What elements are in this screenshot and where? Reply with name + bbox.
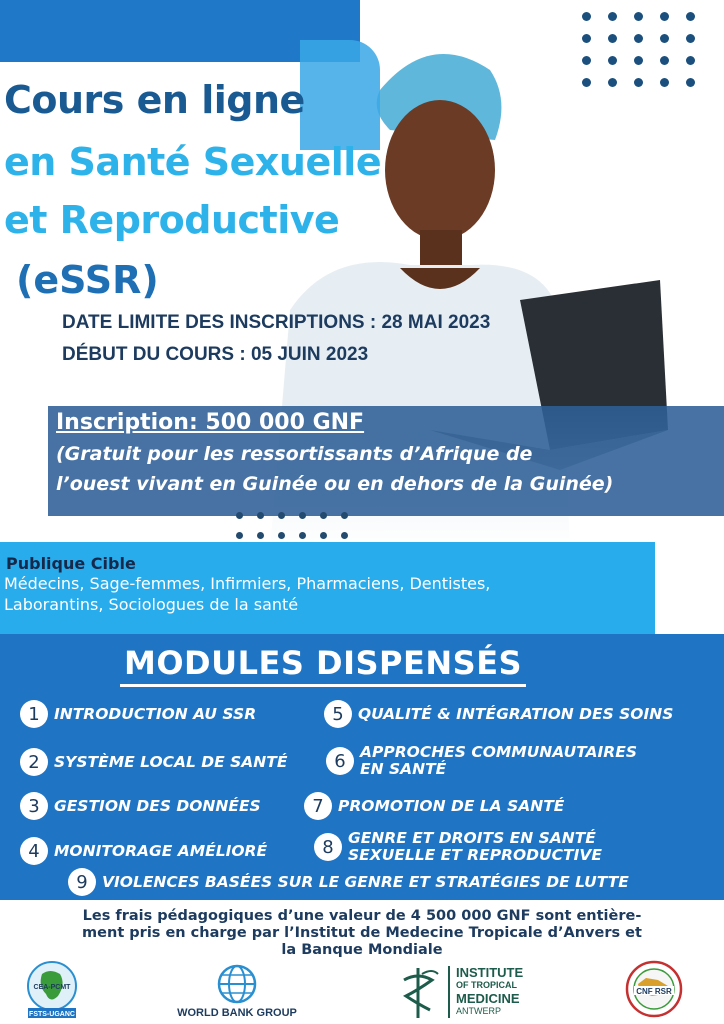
cnfrsr-logo-text: CNF RSR (636, 987, 672, 996)
module-number: 2 (20, 748, 48, 776)
module-item (20, 792, 261, 820)
module-item (20, 837, 267, 865)
module-label-line-2: SEXUELLE ET REPRODUCTIVE (348, 846, 602, 864)
itm-line-4: ANTWERP (456, 1006, 501, 1016)
title-line-1: Cours en ligne (4, 78, 305, 122)
itm-logo (392, 964, 523, 1020)
inscription-note-line-1: (Gratuit pour les ressortissants d’Afrique de (56, 443, 533, 465)
target-audience-line-2: Laborantins, Sociologues de la santé (4, 595, 299, 614)
module-label: MONITORAGE AMÉLIORÉ (54, 841, 268, 860)
target-audience-title: Publique Cible (6, 554, 136, 573)
module-item (20, 748, 287, 776)
module-label (348, 830, 602, 864)
caduceus-icon (392, 964, 444, 1020)
itm-line-3: MEDICINE (456, 991, 520, 1006)
inscription-box (48, 406, 724, 516)
world-bank-logo (172, 964, 302, 1019)
inscription-note (56, 439, 716, 499)
module-item (326, 744, 637, 778)
module-label: INTRODUCTION AU SSR (54, 704, 257, 723)
modules-title: MODULES DISPENSÉS (120, 644, 526, 687)
funding-line-2: ment pris en charge par l’Institut de Medecine Tropicale d’Anvers et (82, 925, 642, 941)
title-line-2: en Santé Sexuelle (4, 140, 382, 184)
module-item (68, 868, 629, 896)
inscription-fee: Inscription: 500 000 GNF (56, 410, 365, 435)
module-label: SYSTÈME LOCAL DE SANTÉ (54, 752, 288, 771)
target-audience-box (0, 542, 655, 634)
module-label-line-1: APPROCHES COMMUNAUTAIRES (360, 743, 637, 761)
module-number: 9 (68, 868, 96, 896)
world-bank-text: WORLD BANK GROUP (177, 1007, 297, 1019)
inscription-note-line-2: l’ouest vivant en Guinée ou en dehors de la Guinée) (56, 473, 614, 495)
module-label: GESTION DES DONNÉES (54, 796, 261, 815)
cea-logo-top-text: CEA-PCMT (33, 984, 71, 991)
course-start-date: DÉBUT DU COURS : 05 JUIN 2023 (62, 344, 369, 365)
modules-section (0, 634, 724, 900)
module-label-line-2: EN SANTÉ (360, 760, 447, 778)
itm-line-2: OF TROPICAL (456, 980, 517, 990)
module-number: 5 (324, 700, 352, 728)
module-label (360, 744, 637, 778)
module-item (324, 700, 673, 728)
accent-shape (300, 40, 380, 150)
funding-line-1: Les frais pédagogiques d’une valeur de 4 500 000 GNF sont entière- (82, 908, 642, 924)
module-label: VIOLENCES BASÉES SUR LE GENRE ET STRATÉGIES DE LUTTE (102, 872, 629, 891)
module-label-line-1: GENRE ET DROITS EN SANTÉ (348, 829, 596, 847)
module-label: QUALITÉ & INTÉGRATION DES SOINS (358, 704, 674, 723)
title-acronym: (eSSR) (16, 258, 159, 302)
registration-deadline: DATE LIMITE DES INSCRIPTIONS : 28 MAI 2023 (62, 312, 491, 333)
funding-statement (0, 908, 724, 959)
decorative-dot-row (236, 532, 348, 539)
module-label: PROMOTION DE LA SANTÉ (338, 796, 565, 815)
cnfrsr-logo (622, 960, 686, 1018)
module-item (20, 700, 256, 728)
module-number: 7 (304, 792, 332, 820)
module-item (314, 830, 602, 864)
module-number: 4 (20, 837, 48, 865)
decorative-dot-row (236, 512, 348, 519)
cea-logo-bottom-text: FSTS-UGANC (29, 1011, 75, 1018)
decorative-dot-grid (582, 12, 712, 92)
target-audience-line-1: Médecins, Sage-femmes, Infirmiers, Pharmaciens, Dentistes, (4, 574, 491, 593)
funding-line-3: la Banque Mondiale (281, 942, 443, 958)
title-line-3: et Reproductive (4, 198, 340, 242)
itm-line-1: INSTITUTE (456, 965, 524, 980)
module-number: 3 (20, 792, 48, 820)
module-number: 1 (20, 700, 48, 728)
module-number: 8 (314, 833, 342, 861)
module-item (304, 792, 564, 820)
module-number: 6 (326, 747, 354, 775)
cea-pcmt-logo (20, 960, 84, 1018)
globe-icon (217, 964, 257, 1004)
